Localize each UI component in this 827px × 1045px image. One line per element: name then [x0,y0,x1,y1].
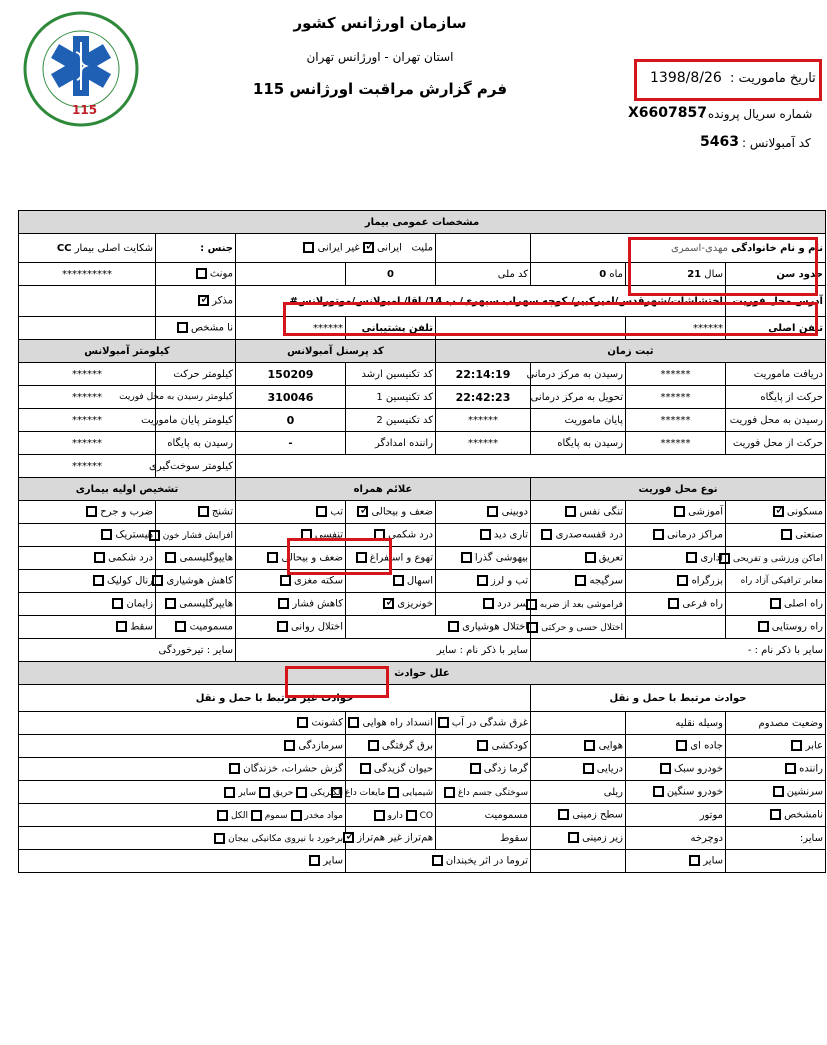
nationality-cell: ملیت ایرانی ✓ غیر ایرانی [236,234,436,263]
acc-checkbox[interactable] [297,717,308,728]
complaint-value: ********** [19,263,156,286]
sign-checkbox[interactable] [480,529,491,540]
acc-checkbox[interactable] [368,740,379,751]
acc-checkbox[interactable] [374,810,385,821]
sign-checkbox[interactable] [565,506,576,517]
acc-checkbox[interactable] [785,763,796,774]
form-title: فرم گزارش مراقبت اورژانس 115 [252,80,508,98]
address-highlight [283,302,818,336]
acc-checkbox[interactable] [770,809,781,820]
female-checkbox[interactable] [196,268,207,279]
phone-value: ****** [626,317,726,340]
diag-checkbox[interactable] [277,621,288,632]
sign-checkbox[interactable] [477,575,488,586]
acc-checkbox[interactable] [568,832,579,843]
acc-checkbox[interactable] [689,855,700,866]
acc-checkbox[interactable] [773,786,784,797]
em-checkbox[interactable] [653,529,664,540]
ambulance-code: 5463 [700,134,739,150]
acc-checkbox[interactable] [360,763,371,774]
age-years: 21 [687,268,702,280]
educational-checkbox[interactable] [674,506,685,517]
acc-checkbox[interactable] [676,740,687,751]
mission-date-highlight [634,59,822,101]
weakness-checkbox[interactable] [357,506,368,517]
acc-checkbox[interactable] [477,740,488,751]
section-emergency: نوع محل فوریت [531,478,826,501]
serial-value: X6607857 [628,105,707,121]
backup-phone-label: تلفن پشتیبانی [346,317,436,340]
sign-checkbox[interactable] [585,552,596,563]
acc-checkbox[interactable] [284,740,295,751]
em-checkbox[interactable] [668,598,679,609]
acc-checkbox[interactable] [660,763,671,774]
non-traffic-header: حوادث غیر مرتبط با حمل و نقل [19,685,531,712]
sign-checkbox[interactable] [487,506,498,517]
age-label: حدود سن [726,263,826,286]
residential-checkbox[interactable] [773,506,784,517]
diag-checkbox[interactable] [152,575,163,586]
complaint-cell: شکایت اصلی بیمار CC [19,234,156,263]
sign-checkbox[interactable] [448,621,459,632]
backup-phone-value: ****** [236,317,346,340]
unknown-gender-checkbox[interactable] [177,322,188,333]
weakness-highlight [287,538,392,575]
diag-checkbox[interactable] [278,598,289,609]
acc-checkbox[interactable] [438,717,449,728]
iranian-checkbox[interactable] [363,242,374,253]
acc-checkbox[interactable] [224,787,235,798]
sign-checkbox[interactable] [393,575,404,586]
ems-logo [22,10,140,128]
acc-checkbox[interactable] [309,855,320,866]
org-subtitle: استان تهران - اورژانس تهران [306,50,454,64]
mission-date-label: تاریخ ماموریت : [730,71,816,86]
em-checkbox[interactable] [770,598,781,609]
acc-checkbox[interactable] [214,833,225,844]
diag-checkbox[interactable] [165,552,176,563]
diag-checkbox[interactable] [280,575,291,586]
diag-checkbox[interactable] [165,598,176,609]
emergency-form: مشخصات عمومی بیمار نام و نام خانوادگی مهدی-اسمری ملیت ایرانی ✓ غیر ایرانی جنس : شکایت اصلی بیمار CC حدود سن سال 21 ماه 0 کد ملی 0 مونث ********** آدرس محل فوریت اختشاشات/شهرقدس/امیرکبیر/ کوچه سهراب سپهری/ پ 14/ اقا/ امبولانس/موتورلانس# مذکر ✓ تلفن اصلی ****** تلفن پشتیبانی ****** نا مشخص ثبت زمان کد پرسنل آمبولانس کیلومتر آمبولانس دریافت ماموریت ****** رسیدن به مرکز درمانی 22:14:19 کد تکنیسین ارشد 150209 کیلومتر حرکت ****** حرکت از پایگاه ****** تحویل به مرکز درمانی 22:42:23 کد تکنیسین 1 310046 کیلومتر رسیدن به محل فوریت ****** رسیدن به محل فوریت ****** پایان ماموریت ****** کد تکنیسین 2 0 کیلومتر پایان ماموریت ****** حرکت از محل فوریت ****** رسیدن به پایگاه ****** راننده امدادگر - رسیدن به پایگاه ****** کیلومتر سوخت‌گیری ****** نوع محل فوریت علائم همراه تشخیص اولیه بیماری مسکونی ✓ آموزشی تنگی نفس دوبینی ضعف و بیحالی ✓ تب تشنج ضرب و جرح صنعتی مراکز درمانی درد قفسه‌صدری تاری دید درد شکمی تنفسی افزایش فشار خون هیستریک اماکن ورزشی و تفریحی اداری تعریق بیهوشی گذرا تهوع و استفراغ ضعف و بیحالی هایپوگلیسمی درد شکمی معابر ترافیکی آزاد راه بزرگراه سرگیجه تب و لرز اسهال سکته مغزی کاهش هوشیاری رنال کولیک راه اصلی راه فرعی فراموشی بعد از ضربه سر درد خونریزی ✓ کاهش فشار هایپرگلیسمی زایمان راه روستایی اختلال حسی و حرکتی اختلال هوشیاری اختلال روانی مسمومیت سقط سایر با ذکر نام : - سایر با ذکر نام : سایر سایر : تیرخوردگی علل حوادث حوادث مرتبط با حمل و نقل حوادث غیر مرتبط با حمل و نقل وضعیت مصدوم وسیله نقلیه غرق شدگی در آب انسداد راه هوایی کشونت عابر جاده ای هوایی کودکشی برق گرفتگی سرمازدگی راننده خودرو سبک دریایی گرما زدگی حیوان گزیدگی گزش حشرات، خزندگان سرنشین خودرو سنگین ریلی سوختگی جسم داغ شیمیایی مایعات داغ الکتریکی حریق سایر نامشخص موتور سطح زمینی مسمومیت CO دارو مواد مخدر سموم الکل سایر: دوچرخه زیر زمینی سقوط هم‌تراز غیر هم‌تراز ✓ برخورد با نیروی مکانیکی بیجان سایر تروما در اثر یخبندان سایر [18,210,826,873]
em-checkbox[interactable] [758,621,769,632]
acc-checkbox[interactable] [406,810,417,821]
non-iranian-checkbox[interactable] [303,242,314,253]
acc-checkbox[interactable] [558,809,569,820]
em-checkbox[interactable] [686,552,697,563]
patient-name: مهدی-اسمری [671,242,728,254]
section-accidents: علل حوادث [19,662,826,685]
sign-checkbox[interactable] [527,622,538,633]
acc-checkbox[interactable] [296,787,307,798]
sign-checkbox[interactable] [541,529,552,540]
acc-checkbox[interactable] [584,740,595,751]
acc-checkbox[interactable] [432,855,443,866]
diag-checkbox[interactable] [267,552,278,563]
section-patient: مشخصات عمومی بیمار [19,211,826,234]
acc-checkbox[interactable] [583,763,594,774]
gender-label: جنس : [156,234,236,263]
acc-checkbox[interactable] [348,717,359,728]
diag-checkbox[interactable] [198,506,209,517]
acc-checkbox[interactable] [217,810,228,821]
section-signs: علائم همراه [236,478,531,501]
traffic-header: حوادث مرتبط با حمل و نقل [531,685,826,712]
org-title: سازمان اورژانس کشور [293,14,467,32]
acc-checkbox[interactable] [388,787,399,798]
sign-checkbox[interactable] [483,598,494,609]
em-checkbox[interactable] [677,575,688,586]
section-km: کیلومتر آمبولانس [19,340,236,363]
diag-checkbox[interactable] [316,506,327,517]
diag-checkbox[interactable] [94,552,105,563]
acc-checkbox[interactable] [653,786,664,797]
mission-date: 1398/8/26 [650,70,722,86]
section-personnel: کد پرسنل آمبولانس [236,340,436,363]
acc-checkbox[interactable] [291,810,302,821]
bleeding-checkbox[interactable] [383,598,394,609]
diag-checkbox[interactable] [93,575,104,586]
acc-checkbox[interactable] [251,810,262,821]
ambulance-code-label: کد آمبولانس : [742,136,811,150]
diag-checkbox[interactable] [112,598,123,609]
section-diagnosis: تشخیص اولیه بیماری [19,478,236,501]
section-time: ثبت زمان [436,340,826,363]
name-age-highlight [628,237,818,296]
bleeding-highlight [285,666,389,698]
non-level-checkbox[interactable] [343,832,354,843]
diag-checkbox[interactable] [116,621,127,632]
acc-checkbox[interactable] [470,763,481,774]
male-checkbox[interactable] [198,295,209,306]
acc-checkbox[interactable] [444,787,455,798]
diag-checkbox[interactable] [175,621,186,632]
diag-checkbox[interactable] [101,529,112,540]
name-cell: نام و نام خانوادگی مهدی-اسمری [531,234,826,263]
address-value: اختشاشات/شهرقدس/امیرکبیر/ کوچه سهراب سپهری/ پ 14/ اقا/ امبولانس/موتورلانس# [236,286,726,317]
sign-checkbox[interactable] [575,575,586,586]
serial-label: شماره سریال پرونده : [700,107,813,121]
em-checkbox[interactable] [781,529,792,540]
sign-checkbox[interactable] [461,552,472,563]
logo-number: 115 [72,103,98,117]
diag-checkbox[interactable] [86,506,97,517]
acc-checkbox[interactable] [229,763,240,774]
address-label: آدرس محل فوریت [726,286,826,317]
acc-checkbox[interactable] [259,787,270,798]
phone-label: تلفن اصلی [726,317,826,340]
acc-checkbox[interactable] [791,740,802,751]
